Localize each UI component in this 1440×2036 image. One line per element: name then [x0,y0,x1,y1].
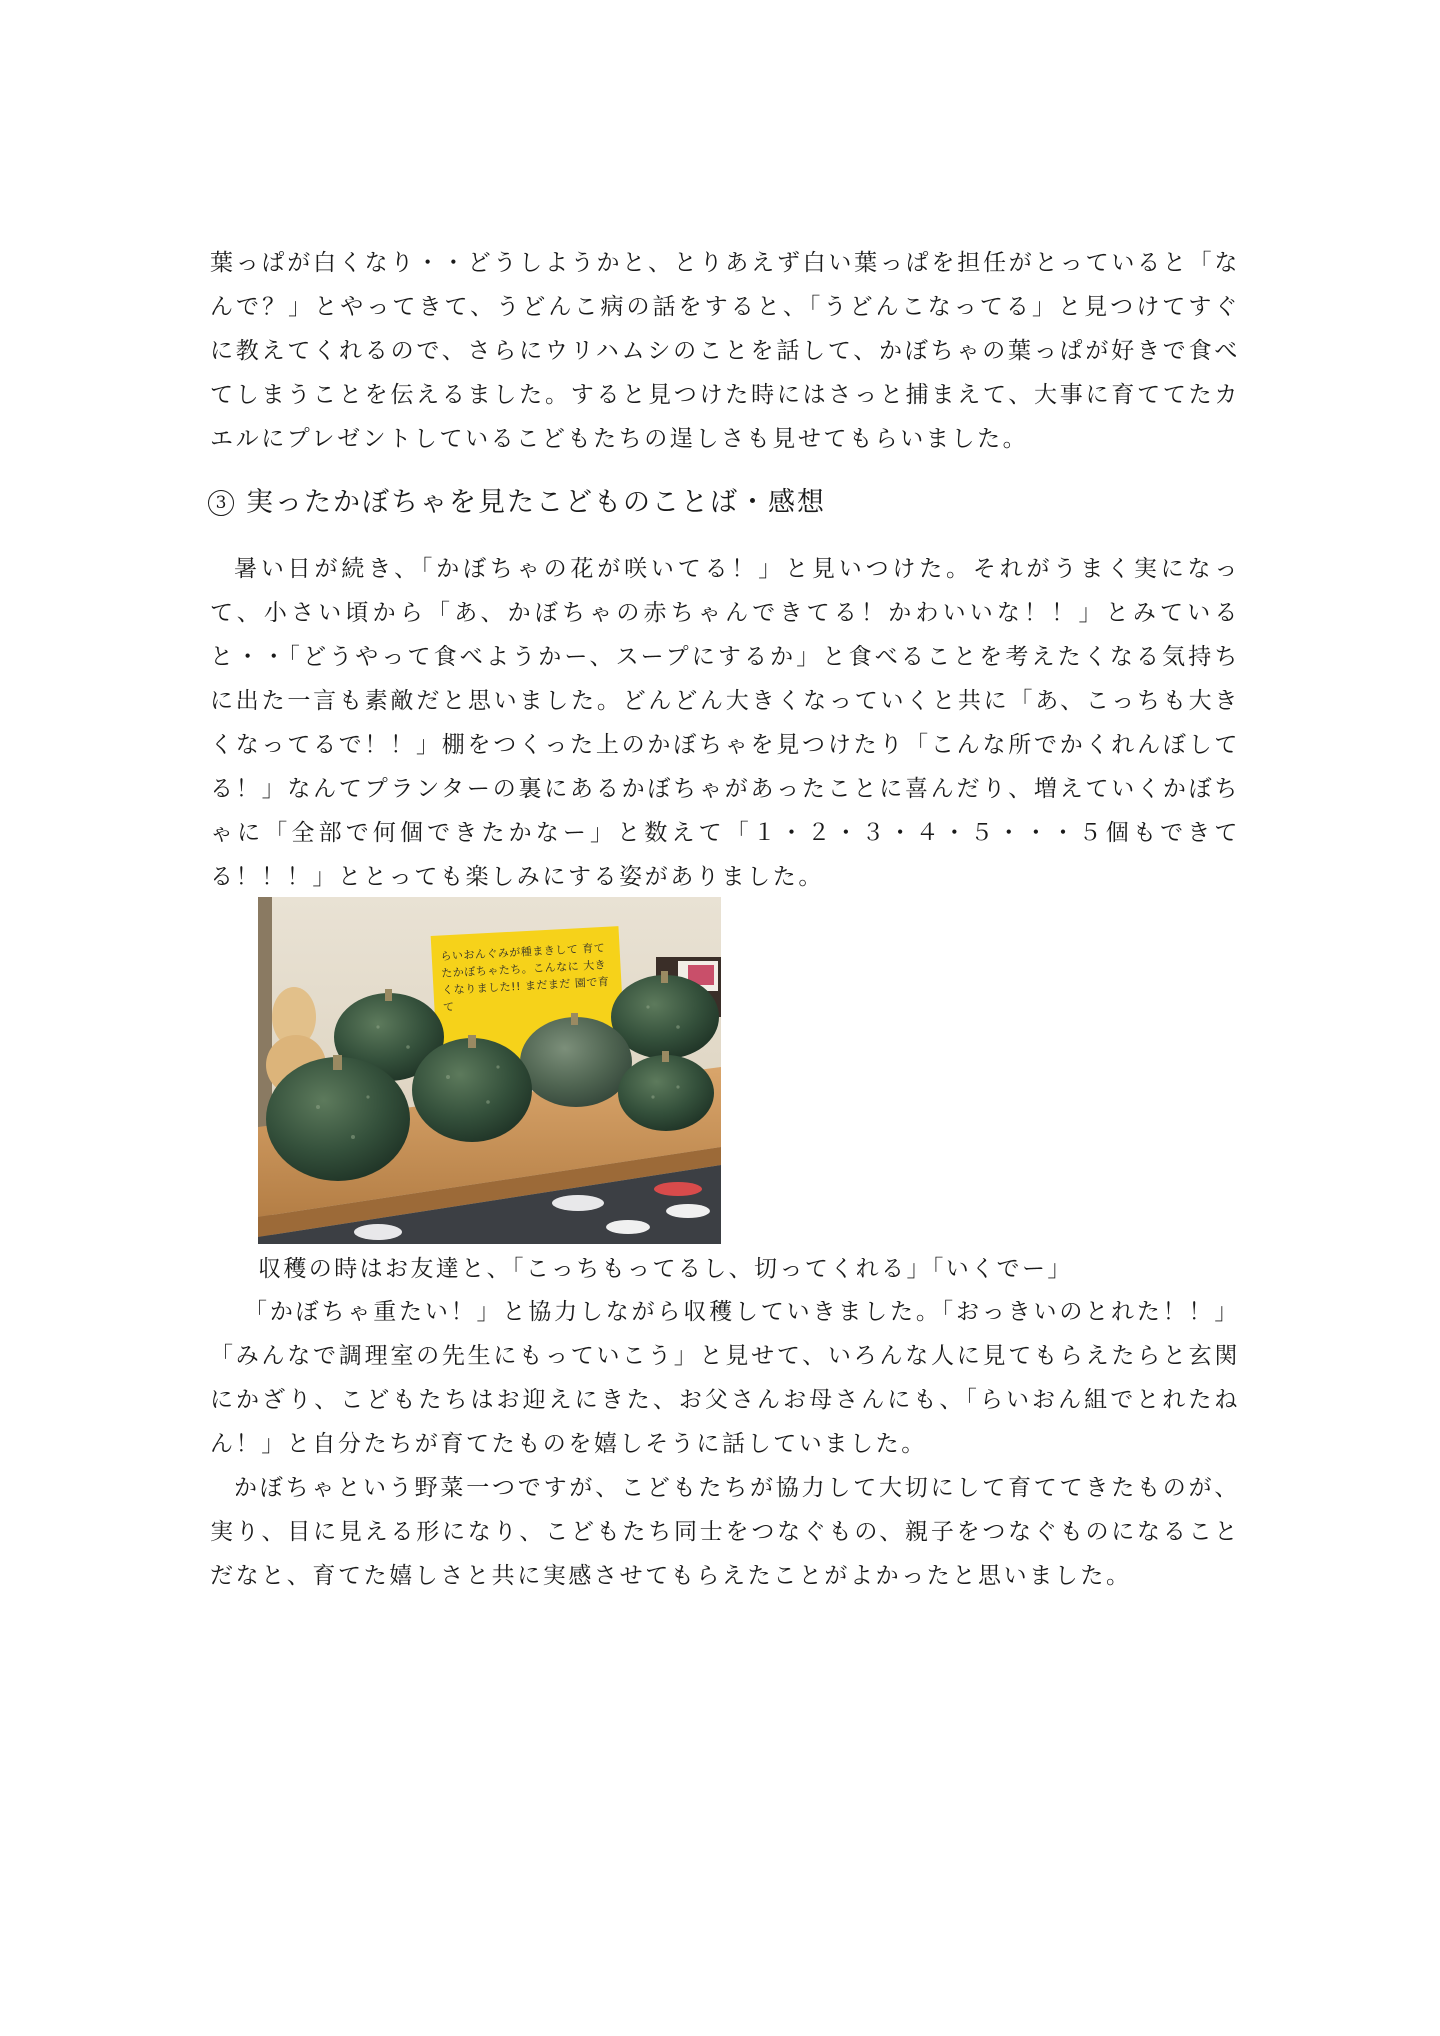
paragraph-leaf-disease [210,241,1240,461]
paragraph-text: 葉っぱが白くなり・・どうしようかと、とりあえず白い葉っぱを担任がとっていると「なんで？」とやってきて、うどんこ病の話をすると、「うどんこなってる」と見つけてすぐに教えてくれるので、さらにウリハムシのことを話して、かぼちゃの葉っぱが好きで食べてしまうことを伝えるました。すると見つけた時にはさっと捕まえて、大事に育ててたカエルにプレゼントしているこどもたちの逞しさも見せてもらいました。 [210,250,1240,452]
paragraph-observation [210,547,1240,899]
paragraph-closing: かぼちゃという野菜一つですが、こどもたちが協力して大切にして育ててきたものが、実り、目に見える形になり、こどもたち同士をつなぐもの、親子をつなぐものになることだなと、育てた嬉しさと共に実感させてもらえたことがよかったと思いました。 [210,1475,1240,1589]
harvest-intro-line: 収穫の時はお友達と、「こっちもってるし、切ってくれる」「いくでー」 [258,1256,1073,1282]
paragraph-text: 「かぼちゃ重たい！」と協力しながら収穫していきました。「おっきいのとれた！！」「みんなで調理室の先生にもっていこう」と見せて、いろんな人に見てもらえたらと玄関にかざり、こどもたちはお迎えにきた、お父さんお母さんにも、「らいおん組でとれたねん！」と自分たちが育てたものを嬉しそうに話していました。 [210,1299,1240,1457]
paragraph-text: 暑い日が続き、「かぼちゃの花が咲いてる！」と見いつけた。それがうまく実になって、小さい頃から「あ、かぼちゃの赤ちゃんできてる！かわいいな！！」とみていると・・「どうやって食べようかー、スープにするか」と食べることを考えたくなる気持ちに出た一言も素敵だと思いました。どんどん大きくなっていくと共に「あ、こっちも大きくなってるで！！」棚をつくった上のかぼちゃを見つけたり「こんな所でかくれんぼしてる！」なんてプランターの裏にあるかぼちゃがあったことに喜んだり、増えていくかぼちゃに「全部で何個できたかなー」と数えて「１・２・３・４・５・・・５個もできてる！！！」ととっても楽しみにする姿がありました。 [210,556,1240,890]
photo-sign-text: らいおんぐみが種まきして 育てたかぼちゃたち。こんなに 大きくなりました!! まだまだ 園で育て [440,941,610,1014]
paragraph-harvest [210,1290,1240,1598]
section-heading [208,481,826,525]
section-title: 実ったかぼちゃを見たこどものことば・感想 [246,487,826,518]
section-number: 3 [208,490,234,516]
